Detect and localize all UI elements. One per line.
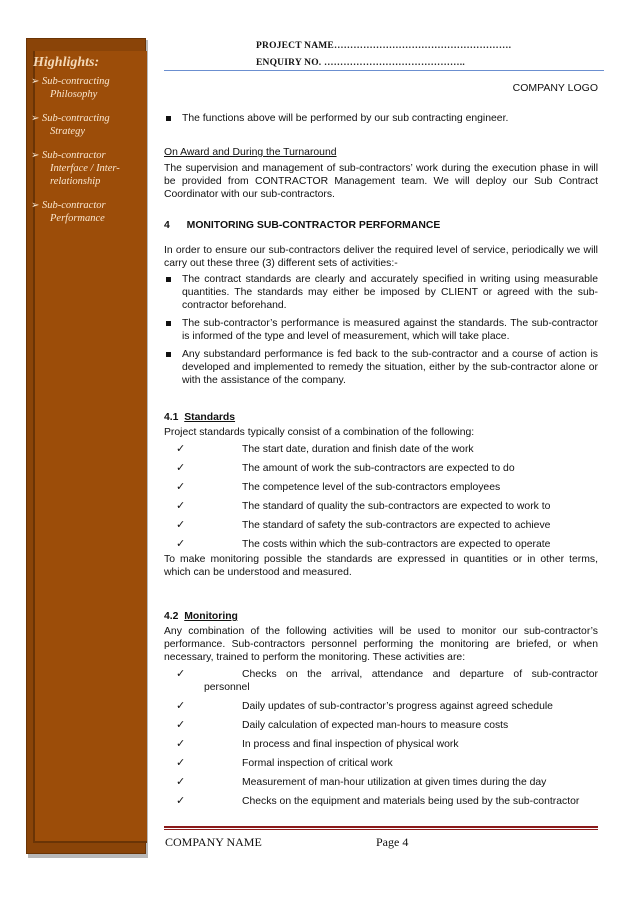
check-icon: ✓ — [176, 538, 186, 550]
checklist-item: ✓ The amount of work the sub-contractors are expected to do — [176, 462, 515, 474]
page-number: Page 4 — [376, 835, 409, 849]
award-paragraph: The supervision and management of sub-contractors’ work during the execution phase in will be provided from CONTRACTOR Management team. We will deploy our Sub Contract Coordinator with our sub-contractors. — [164, 163, 598, 200]
checklist-item: ✓ The start date, duration and finish date of the work — [176, 443, 474, 455]
bullet-item: The sub-contractor’s performance is measured against the standards. The sub-contractor is informed of the type and level of measurement, which will take place. — [164, 317, 598, 343]
highlights-list — [31, 75, 139, 236]
bullet-item: The functions above will be performed by our sub contracting engineer. — [164, 112, 598, 125]
bullet-square-icon — [166, 352, 171, 357]
check-icon: ✓ — [176, 443, 186, 455]
checklist-item: ✓ Checks on the arrival, attendance and departure of sub-contractor personnel — [176, 668, 598, 693]
check-icon: ✓ — [176, 481, 186, 493]
checklist-item: ✓ Daily updates of sub-contractor’s progress against agreed schedule — [176, 700, 553, 712]
section-4-heading: 4 MONITORING SUB-CONTRACTOR PERFORMANCE — [164, 220, 441, 231]
check-icon: ✓ — [176, 462, 186, 474]
section-4-2-heading: 4.2 Monitoring — [164, 611, 238, 622]
checklist-item: ✓ The competence level of the sub-contractors employees — [176, 481, 501, 493]
arrow-icon: ➢ — [31, 150, 40, 161]
check-icon: ✓ — [176, 500, 186, 512]
footer-divider-thin — [164, 829, 598, 830]
checklist-item: ✓ Daily calculation of expected man-hours to measure costs — [176, 719, 509, 731]
check-icon: ✓ — [176, 719, 186, 731]
check-icon: ✓ — [176, 776, 186, 788]
section-4-intro: In order to ensure our sub-contractors deliver the required level of service, periodically we will carry out these three (3) different sets of activities:- — [164, 245, 598, 269]
checklist-item: ✓ Formal inspection of critical work — [176, 757, 393, 769]
checklist-item: ✓ The costs within which the sub-contractors are expected to operate — [176, 538, 551, 550]
arrow-icon: ➢ — [31, 200, 40, 211]
bullet-item: The contract standards are clearly and accurately specified in writing using measurable quantities. The standards may either be imposed by CLIENT or agreed with the sub-contractor beforehand. — [164, 273, 598, 312]
highlights-sidebar — [26, 38, 146, 854]
enquiry-number-field: ENQUIRY NO. …………………………………….. — [256, 58, 465, 68]
company-logo-placeholder: COMPANY LOGO — [512, 82, 598, 94]
checklist-item: ✓ In process and final inspection of physical work — [176, 738, 459, 750]
section-4-2-intro: Any combination of the following activities will be used to monitor our sub-contractor’s performance. Sub-contractors personnel performing the monitoring are briefed, or when necessary, trained to perform the monitoring. These activities are: — [164, 626, 598, 663]
bullet-square-icon — [166, 116, 171, 121]
check-icon: ✓ — [176, 668, 186, 680]
check-icon: ✓ — [176, 757, 186, 769]
checklist-item: ✓ Checks on the equipment and materials being used by the sub-contractor — [176, 795, 580, 807]
bullet-square-icon — [166, 321, 171, 326]
section-4-1-outro: To make monitoring possible the standards are expressed in quantities or in other terms, which can be understood and measured. — [164, 554, 598, 578]
project-name-field: PROJECT NAME………………………………………………. — [256, 41, 512, 51]
bullet-item: Any substandard performance is fed back to the sub-contractor and a course of action is developed and implemented to remedy the situation, either by the sub-contractor alone or with the assistance of the company. — [164, 348, 598, 387]
footer-company-name: COMPANY NAME — [165, 835, 262, 849]
checklist-item: ✓ Measurement of man-hour utilization at given times during the day — [176, 776, 547, 788]
highlights-title: Highlights: — [33, 55, 100, 70]
check-icon: ✓ — [176, 795, 186, 807]
arrow-icon: ➢ — [31, 76, 40, 87]
award-heading: On Award and During the Turnaround — [164, 147, 337, 158]
bullet-square-icon — [166, 277, 171, 282]
highlight-item: ➢ Sub-contracting Philosophy — [31, 76, 110, 100]
check-icon: ✓ — [176, 700, 186, 712]
check-icon: ✓ — [176, 738, 186, 750]
section-4-1-intro: Project standards typically consist of a combination of the following: — [164, 427, 475, 438]
footer-divider — [164, 826, 598, 828]
check-icon: ✓ — [176, 519, 186, 531]
checklist-item: ✓ The standard of quality the sub-contractors are expected to work to — [176, 500, 551, 512]
highlight-item: ➢ Sub-contracting Strategy — [31, 113, 110, 137]
page-content — [164, 112, 598, 808]
highlight-item: ➢ Sub-contractor Performance — [31, 200, 106, 224]
section-4-1-heading: 4.1 Standards — [164, 412, 236, 423]
arrow-icon: ➢ — [31, 113, 40, 124]
highlight-item: ➢ Sub-contractor Interface / Inter- relationship — [31, 150, 120, 187]
header-divider — [164, 70, 604, 71]
checklist-item: ✓ The standard of safety the sub-contractors are expected to achieve — [176, 519, 551, 531]
